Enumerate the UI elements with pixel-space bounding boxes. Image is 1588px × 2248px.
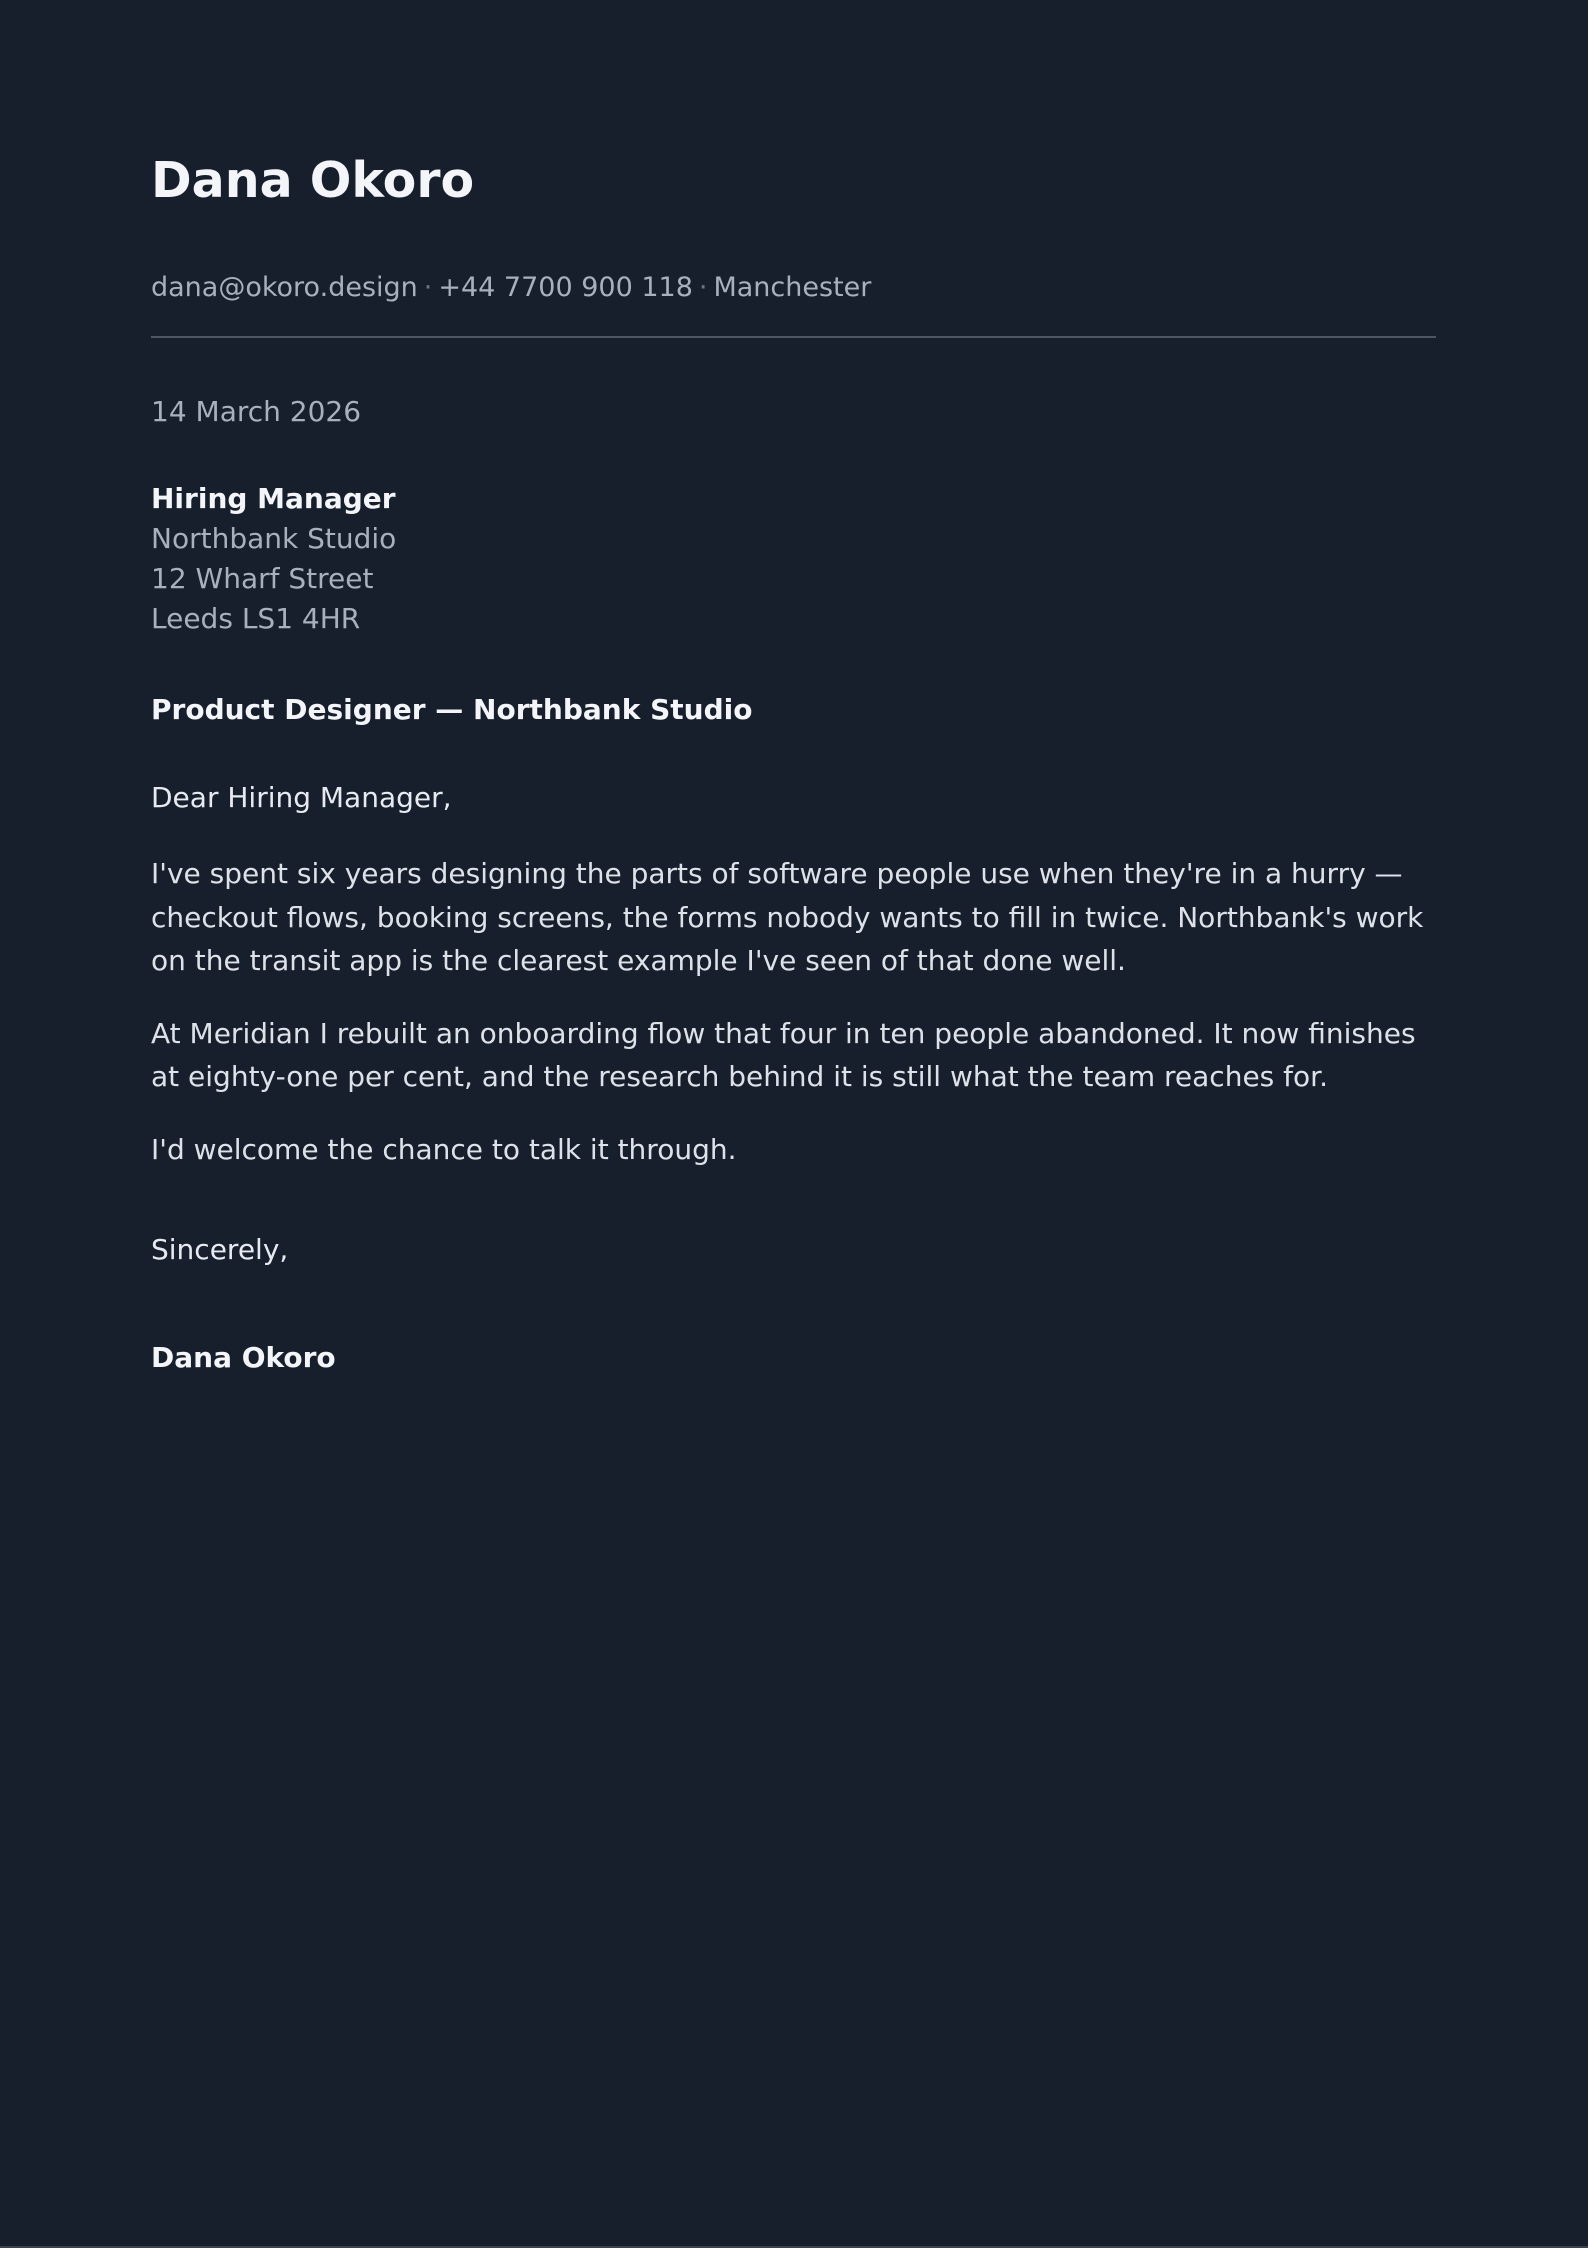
- recipient-title: Hiring Manager: [151, 482, 396, 515]
- salutation: Dear Hiring Manager,: [151, 781, 452, 814]
- recipient-company: Northbank Studio: [151, 522, 397, 555]
- contact-separator: ·: [698, 272, 708, 303]
- subject-line: Product Designer — Northbank Studio: [151, 693, 753, 726]
- contact-line: [151, 270, 871, 306]
- contact-email: dana@okoro.design: [151, 272, 418, 303]
- letter-body: [151, 852, 1441, 1200]
- body-paragraph: I've spent six years designing the parts of software people use when they're in a hurry — checkout flows, booking screens, the forms nobody wants to fill in twice. Northbank's work on the transit app is the clearest example I've seen of that done well.: [151, 857, 1424, 977]
- contact-separator: ·: [423, 272, 433, 303]
- recipient-street: 12 Wharf Street: [151, 562, 374, 595]
- body-paragraph: At Meridian I rebuilt an onboarding flow that four in ten people abandoned. It now finishes at eighty-one per cent, and the research behind it is still what the team reaches for.: [151, 1016, 1416, 1093]
- contact-city: Manchester: [713, 272, 872, 303]
- body-paragraph: I'd welcome the chance to talk it through.: [151, 1132, 737, 1166]
- recipient-block: [151, 479, 396, 639]
- recipient-city: Leeds LS1 4HR: [151, 602, 361, 635]
- closing: Sincerely,: [151, 1233, 289, 1266]
- signature-name: Dana Okoro: [151, 1341, 336, 1374]
- sender-name: Dana Okoro: [151, 152, 475, 209]
- header-divider: [151, 336, 1436, 338]
- contact-phone: +44 7700 900 118: [438, 272, 693, 303]
- letter-date: 14 March 2026: [151, 395, 362, 428]
